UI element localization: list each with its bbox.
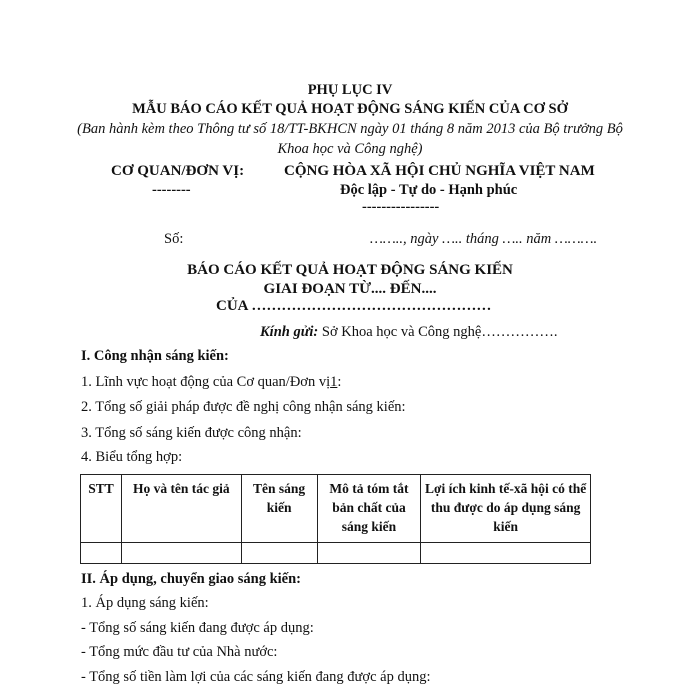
- national-title: CỘNG HÒA XÃ HỘI CHỦ NGHĨA VIỆT NAM: [284, 163, 595, 179]
- table-cell[interactable]: [241, 543, 317, 564]
- table-cell[interactable]: [81, 543, 122, 564]
- table-cell[interactable]: [317, 543, 421, 564]
- date-line: …….., ngày ….. tháng ….. năm ……….: [370, 231, 598, 247]
- recipient-value: Sở Khoa học và Công nghệ…………….: [318, 324, 558, 340]
- section2-line2: - Tổng mức đầu tư của Nhà nước:: [81, 644, 278, 660]
- section1-item1-end: :: [337, 374, 342, 390]
- table-row: [81, 543, 591, 564]
- appendix-label: PHỤ LỤC IV: [307, 82, 393, 98]
- recipient-line: [260, 324, 558, 341]
- report-title: BÁO CÁO KẾT QUẢ HOẠT ĐỘNG SÁNG KIẾN: [187, 262, 513, 278]
- section1-heading: I. Công nhận sáng kiến:: [81, 348, 229, 364]
- section2-line1: - Tổng số sáng kiến đang được áp dụng:: [81, 620, 314, 636]
- agency-dashes: --------: [152, 182, 191, 198]
- summary-table: [80, 474, 591, 564]
- column-header: STT: [81, 475, 122, 543]
- table-cell[interactable]: [421, 543, 591, 564]
- report-of: CỦA …………………………………………: [216, 298, 492, 314]
- issued-note-line2: Khoa học và Công nghệ): [277, 141, 423, 157]
- table-header-row: [81, 475, 591, 543]
- column-header: Tên sáng kiến: [241, 475, 317, 543]
- recipient-label: Kính gửi:: [260, 324, 319, 340]
- document-number-label: Số:: [164, 231, 184, 247]
- section1-item2: 2. Tổng số giải pháp được đề nghị công nhận sáng kiến:: [81, 399, 406, 415]
- form-title: MẪU BÁO CÁO KẾT QUẢ HOẠT ĐỘNG SÁNG KIẾN CỦA CƠ SỞ: [132, 101, 568, 117]
- section2-heading: II. Áp dụng, chuyển giao sáng kiến:: [81, 571, 301, 587]
- footnote-ref: 1: [330, 374, 338, 390]
- issued-note-line1: (Ban hành kèm theo Thông tư số 18/TT-BKHCN ngày 01 tháng 8 năm 2013 của Bộ trưởng Bộ: [77, 121, 623, 137]
- section1-item1: [81, 374, 341, 391]
- report-period: GIAI ĐOẠN TỪ.... ĐẾN....: [263, 281, 437, 297]
- section1-item3: 3. Tổng số sáng kiến được công nhận:: [81, 425, 302, 441]
- section1-item1-text: 1. Lĩnh vực hoạt động của Cơ quan/Đơn vị: [81, 374, 331, 390]
- column-header: Mô tả tóm tắt bản chất của sáng kiến: [317, 475, 421, 543]
- column-header: Lợi ích kinh tế-xã hội có thể thu được do áp dụng sáng kiến: [421, 475, 591, 543]
- column-header: Họ và tên tác giả: [121, 475, 241, 543]
- table-cell[interactable]: [121, 543, 241, 564]
- section2-item1: 1. Áp dụng sáng kiến:: [81, 595, 209, 611]
- national-motto: Độc lập - Tự do - Hạnh phúc: [340, 182, 518, 198]
- agency-label: CƠ QUAN/ĐƠN VỊ:: [111, 163, 245, 179]
- section1-item4: 4. Biểu tổng hợp:: [81, 449, 183, 465]
- motto-dashes: ----------------: [362, 199, 440, 215]
- section2-line3: - Tổng số tiền làm lợi của các sáng kiến đang được áp dụng:: [81, 669, 431, 685]
